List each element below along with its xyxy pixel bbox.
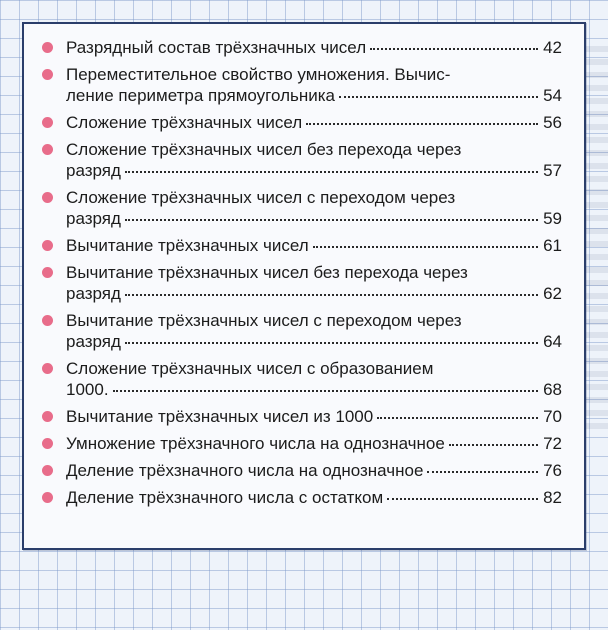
dot-leader [125,294,538,296]
bullet-icon [42,192,53,203]
page-number: 59 [543,209,562,228]
toc-item-entry [66,85,562,106]
toc-item-title-line: Сложение трёхзначных чисел с переходом через [66,188,456,207]
toc-item-entry [66,406,562,427]
toc-item-title-line: Вычитание трёхзначных чисел без перехода через [66,263,468,282]
toc-item-title: Умножение трёхзначного числа на однозначное [66,434,445,453]
bullet-icon [42,315,53,326]
toc-item-title: разряд [66,161,121,180]
bullet-icon [42,363,53,374]
dot-leader [313,246,538,248]
toc-item-entry [66,208,562,229]
toc-item [40,187,562,229]
page-number: 42 [543,38,562,57]
toc-item-title: Вычитание трёхзначных чисел из 1000 [66,407,374,426]
toc-item-title: разряд [66,284,121,303]
toc-item-title-line: Переместительное свойство умножения. Вычис- [66,65,451,84]
page-number: 62 [543,284,562,303]
toc-item-title-line: Сложение трёхзначных чисел без перехода через [66,140,462,159]
page-number: 56 [543,113,562,132]
toc-item-title: ление периметра прямоугольника [66,86,336,105]
page-number: 76 [543,461,562,480]
toc-item-title: Разрядный состав трёхзначных чисел [66,38,367,57]
toc-item-entry [66,37,562,58]
page-number: 68 [543,380,562,399]
toc-item-entry [66,433,562,454]
dot-leader [113,390,538,392]
bullet-icon [42,267,53,278]
dot-leader [125,171,538,173]
dot-leader [449,444,538,446]
toc-item [40,358,562,400]
toc-item [40,487,562,508]
toc-item-entry [66,331,562,352]
toc-item [40,112,562,133]
toc-item [40,64,562,106]
bullet-icon [42,411,53,422]
page-number: 70 [543,407,562,426]
toc-item-title: Деление трёхзначного числа на однозначное [66,461,424,480]
table-of-contents [24,24,584,508]
page-number: 54 [543,86,562,105]
toc-item-title: разряд [66,209,121,228]
dot-leader [387,498,538,500]
toc-item-title: Деление трёхзначного числа с остатком [66,488,384,507]
toc-item-title: разряд [66,332,121,351]
toc-item [40,433,562,454]
page-number: 64 [543,332,562,351]
bullet-icon [42,240,53,251]
bullet-icon [42,492,53,503]
dot-leader [125,219,538,221]
dot-leader [306,123,538,125]
toc-item [40,37,562,58]
toc-item-title: Вычитание трёхзначных чисел [66,236,309,255]
toc-item [40,139,562,181]
toc-item-entry [66,379,562,400]
page-number: 72 [543,434,562,453]
toc-item-entry [66,283,562,304]
toc-item [40,262,562,304]
bullet-icon [42,117,53,128]
bullet-icon [42,42,53,53]
toc-panel [22,22,586,550]
toc-item-title: 1000. [66,380,109,399]
bullet-icon [42,69,53,80]
toc-item-entry [66,487,562,508]
bullet-icon [42,438,53,449]
dot-leader [427,471,538,473]
toc-item [40,460,562,481]
bullet-icon [42,144,53,155]
toc-item-entry [66,112,562,133]
dot-leader [125,342,538,344]
toc-item-title-line: Сложение трёхзначных чисел с образованием [66,359,434,378]
toc-item-title: Сложение трёхзначных чисел [66,113,303,132]
toc-item-title-line: Вычитание трёхзначных чисел с переходом через [66,311,462,330]
page-number: 57 [543,161,562,180]
toc-item [40,406,562,427]
dot-leader [370,48,538,50]
page-number: 82 [543,488,562,507]
page-number: 61 [543,236,562,255]
bullet-icon [42,465,53,476]
dot-leader [339,96,538,98]
toc-item-entry [66,160,562,181]
toc-item [40,235,562,256]
toc-item [40,310,562,352]
toc-item-entry [66,460,562,481]
toc-item-entry [66,235,562,256]
dot-leader [377,417,538,419]
